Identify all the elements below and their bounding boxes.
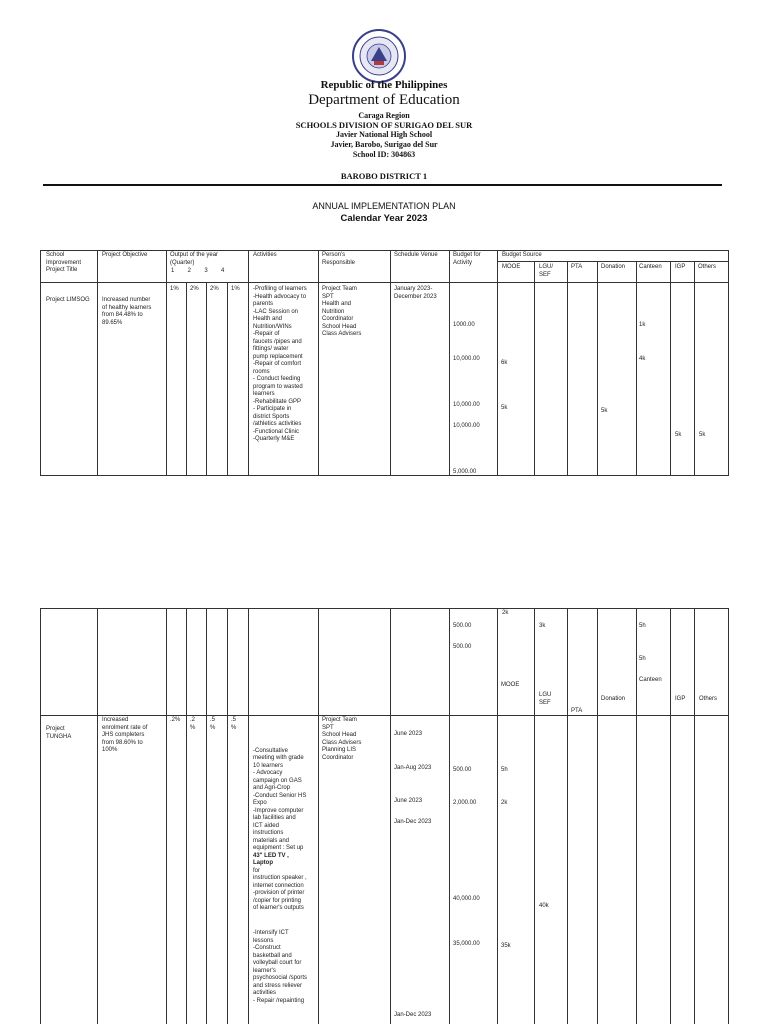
col-header-sip-title: School Improvement Project Title <box>46 252 82 273</box>
activities-cell <box>253 740 315 913</box>
col-header-budget-source: Budget Source <box>502 252 542 258</box>
col-header-others: Others <box>699 696 718 702</box>
col-header-canteen: Canteen <box>639 264 662 270</box>
region-line: Caraga Region <box>358 111 410 120</box>
others-cell: 5k <box>699 432 706 438</box>
plan-year: Calendar Year 2023 <box>340 213 428 224</box>
t2-col <box>449 608 450 1024</box>
activities-equipment: 43" LED TV , Laptop <box>253 852 289 866</box>
activities-text: -Consultative meeting with grade 10 learners - Advocacy campaign on GAS and Agri-Crop -Conduct Senior HS Expo -Improve computer lab facilities and ICT aided instructions materials and equipment : Set up <box>253 747 307 851</box>
schedule-cell: Jan-Dec 2023 <box>394 1012 432 1018</box>
t2-col <box>597 608 598 1024</box>
col-header-pta: PTA <box>571 708 583 714</box>
col-header-responsible: Person's Responsible <box>322 252 356 266</box>
col-header-mooe: MOOE <box>501 682 520 688</box>
t2-col <box>318 608 319 1024</box>
t2-col <box>227 608 228 1024</box>
budget-cell: 5,000.00 <box>453 469 477 475</box>
t1-col <box>534 261 535 476</box>
t1-col <box>567 261 568 476</box>
q4-cell: 1% <box>231 286 240 292</box>
project-title-cell: Project LIMSOG <box>46 297 90 303</box>
col-header-activities: Activities <box>253 252 277 258</box>
t2-col <box>186 608 187 1024</box>
t2-col <box>497 608 498 1024</box>
schedule-cell: June 2023 <box>394 731 423 737</box>
budget-cell: 10,000.00 <box>453 423 480 429</box>
canteen-cell: 4k <box>639 356 646 362</box>
col-header-budget: Budget for Activity <box>453 252 481 266</box>
t2-col <box>636 608 637 1024</box>
t1-col <box>597 261 598 476</box>
t1-col <box>670 261 671 476</box>
t1-col <box>97 250 98 476</box>
t1-col <box>227 282 228 476</box>
header-rule <box>43 184 722 186</box>
t2-col <box>248 608 249 1024</box>
col-header-igp: IGP <box>675 696 686 702</box>
budget-cell: 2,000.00 <box>453 800 477 806</box>
schedule-cell: June 2023 <box>394 798 423 804</box>
col-header-lgu: LGU SEF <box>539 692 552 706</box>
col-header-output: Output of the year (Quarter) <box>170 252 219 266</box>
q3-cell: .5 % <box>210 717 216 731</box>
objective-cell: Increased number of healthy learners from 84.48% to 89.65% <box>102 297 152 326</box>
budget-cell: 35,000.00 <box>453 941 480 947</box>
t1-col <box>449 250 450 476</box>
t1-col <box>186 282 187 476</box>
budget-cell: 500.00 <box>453 644 472 650</box>
q1-cell: .2% <box>170 717 181 723</box>
col-header-others: Others <box>698 264 717 270</box>
department-heading: Department of Education <box>308 92 460 108</box>
t1-col <box>390 250 391 476</box>
col-header-pta: PTA <box>571 264 583 270</box>
division-line: SCHOOLS DIVISION OF SURIGAO DEL SUR <box>295 120 473 130</box>
q2-cell: 2% <box>190 286 199 292</box>
responsible-cell: Project Team SPT Health and Nutrition Coordinator School Head Class Advisers <box>322 286 362 337</box>
objective-cell: Increased enrolment rate of JHS completers from 98.60% to 100% <box>102 717 148 753</box>
plan-title: ANNUAL IMPLEMENTATION PLAN <box>312 201 456 211</box>
t1-col <box>694 261 695 476</box>
aip-table-2 <box>40 608 729 1024</box>
table1-header-rule <box>40 282 729 283</box>
col-header-canteen: Canteen <box>639 677 662 683</box>
t2-col <box>390 608 391 1024</box>
school-id-line: School ID: 304863 <box>352 150 416 159</box>
col-header-schedule: Schedule Venue <box>394 252 438 258</box>
t2-col <box>206 608 207 1024</box>
igp-cell: 5k <box>675 432 682 438</box>
schedule-cell: Jan-Aug 2023 <box>394 765 432 771</box>
district-line: BAROBO DISTRICT 1 <box>340 171 428 181</box>
republic-heading: Republic of the Philippines <box>320 79 448 91</box>
t1-col <box>318 250 319 476</box>
lgu-cell: 40k <box>539 903 549 909</box>
budget-cell: 500.00 <box>453 623 472 629</box>
col-header-mooe: MOOE <box>502 264 521 270</box>
t2-col <box>670 608 671 1024</box>
q4-cell: .5 % <box>231 717 237 731</box>
canteen-cell: 5h <box>639 656 646 662</box>
address-line: Javier, Barobo, Surigao del Sur <box>330 140 438 149</box>
budget-cell: 1000.00 <box>453 322 475 328</box>
q3-cell: 2% <box>210 286 219 292</box>
t2-col <box>97 608 98 1024</box>
canteen-cell: 1k <box>639 322 646 328</box>
mooe-cell: 6k <box>501 360 508 366</box>
mooe-cell: 5k <box>501 405 508 411</box>
q2-cell: .2 % <box>190 717 196 731</box>
t2-col <box>567 608 568 1024</box>
activities-text: for instruction speaker , internet connection -provision of printer /copier for printing of learner's outputs <box>253 867 307 911</box>
schedule-cell: Jan-Dec 2023 <box>394 819 432 825</box>
t1-col <box>206 282 207 476</box>
budget-cell: 500.00 <box>453 767 472 773</box>
aip-table-1 <box>40 250 729 476</box>
activities-cell: -Intensify ICT lessons -Construct basketball and volleyball court for learner's psychosocial /sports and stress reliever activities - Repair /repainting <box>253 930 308 1004</box>
budget-cell: 10,000.00 <box>453 402 480 408</box>
col-header-donation: Donation <box>601 264 626 270</box>
lgu-cell: 3k <box>539 623 546 629</box>
t1-col <box>166 250 167 476</box>
col-header-igp: IGP <box>675 264 686 270</box>
mooe-cell: 2k <box>502 610 509 616</box>
school-line: Javier National High School <box>335 130 433 139</box>
t1-col <box>248 250 249 476</box>
col-header-lgu: LGU/ SEF <box>539 264 554 278</box>
mooe-cell: 5h <box>501 767 508 773</box>
budget-cell: 10,000.00 <box>453 356 480 362</box>
activities-cell: -Profiling of learners -Health advocacy to parents -LAC Session on Health and Nutrition/WINs -Repair of faucets /pipes and fittings/ water pump replacement -Repair of comfort rooms - Conduct feeding program to wasted learners -Rehabilitate GPP - Participate in district Sports /athletics activities -Functional Clinic -Quarterly M&E <box>253 286 307 442</box>
t2-col <box>694 608 695 1024</box>
table2-row-rule <box>40 715 729 716</box>
donation-cell: 5k <box>601 408 608 414</box>
mooe-cell: 2k <box>501 800 508 806</box>
t2-col <box>534 608 535 1024</box>
project-title-cell: Project TUNGHA <box>46 726 72 740</box>
schedule-cell: January 2023- December 2023 <box>394 286 437 300</box>
col-header-objective: Project Objective <box>102 252 148 258</box>
canteen-cell: 5h <box>639 623 646 629</box>
col-header-donation: Donation <box>601 696 626 702</box>
t1-col <box>636 261 637 476</box>
responsible-cell: Project Team SPT School Head Class Advisers Planning LIS Coordinator <box>322 717 362 761</box>
mooe-cell: 35k <box>501 943 511 949</box>
q1-cell: 1% <box>170 286 179 292</box>
budget-cell: 40,000.00 <box>453 896 480 902</box>
deped-seal-icon <box>352 29 406 83</box>
t1-col <box>497 250 498 476</box>
t2-col <box>166 608 167 1024</box>
col-header-quarters: 1 2 3 4 <box>171 268 225 274</box>
